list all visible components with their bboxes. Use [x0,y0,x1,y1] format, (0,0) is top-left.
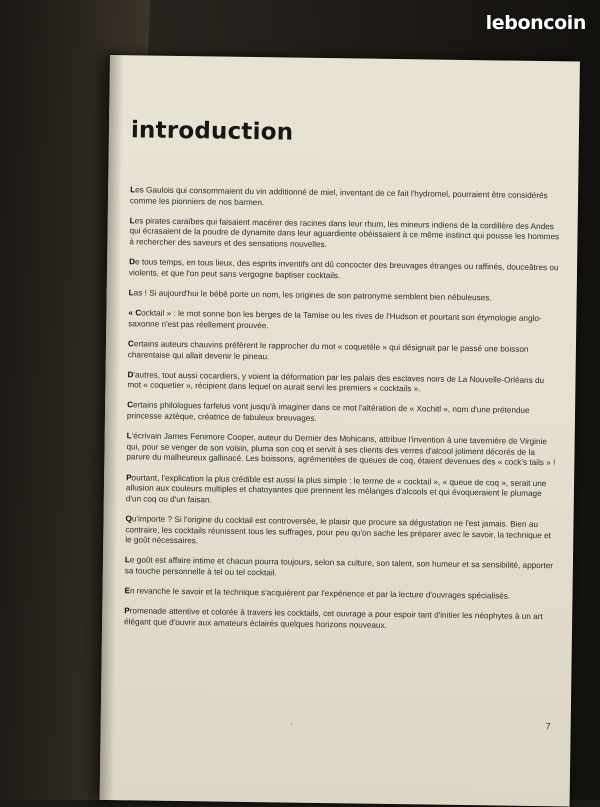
paragraph [126,473,558,511]
paragraph-text: ourtant, l'explication la plus crédible est aussi la plus simple : le terme de « cocktail », « queue de coq », serait une allusion aux couleurs multiples et chatoyantes que prennent les mélanges d'alcools et qui évoqueraient le plumage d'un coq ou d'un faisan. [125,472,547,505]
watermark-logo: leboncoin [485,12,586,34]
book-page [100,55,580,806]
paragraph-initial: « C [128,308,142,318]
paragraph-text: 'écrivain James Fenimore Cooper, auteur du Dernier des Mohicans, attribue l'invention à une tavernière de Virginie qui, pour se venger de son voisin, pluma son coq et servit à ses clients des verres d'alcool joliment décorés de la parure du malheureux gallinacé. Les boissons, agrémentées de queues de coq, étaient devenues des « cock's tails » ! [126,431,556,468]
paragraph-initial: L [129,216,135,226]
paragraph [124,586,556,603]
paragraph-text: es Gaulois qui consommaient du vin additionné de miel, inventant de ce fait l'hydromel, pourraient être considérés comme les pionniers de nos barmen. [129,185,548,207]
page-title: introduction [130,117,294,146]
paragraph-initial: L [124,555,131,565]
paragraph-text: romenade attentive et colorée à travers les cocktails, cet ouvrage a pour espoir tant d'initier les néophytes à un art élégant que d'ouvrir aux amateurs éclairés quelques horizons nouveaux. [124,606,543,630]
paragraph-text: n revanche le savoir et la technique s'acquièrent par l'expérience et par la lecture d'ouvrages spécialisés. [129,586,511,601]
paragraph-text: e goût est affaire intime et chacun pourra toujours, selon sa culture, son talent, son humeur et sa sensibilité, apporter sa touche personnelle à tel ou tel cocktail. [124,555,554,578]
paragraph-initial: C [127,400,134,410]
paragraph-text: ertains auteurs chauvins préfèrent le rapprocher du mot « coquetèle » qui désignait par le passé une boisson charentaise qui allait devenir le pineau. [127,339,529,361]
paragraph-initial: D [127,369,134,380]
paragraph [125,514,557,552]
paragraph-text: e tous temps, en tous lieux, des esprits inventifs ont dû concocter des breuvages étranges ou raffinés, douceâtres ou violents, et que l'on peut sans vergogne baptiser cocktails. [128,257,559,280]
paragraph [126,432,558,470]
paragraph-text: as ! Si aujourd'hui le bébé porte un nom, les origines de son patronyme semblent bien nébuleuses. [133,288,492,303]
paragraph [129,288,561,305]
paragraph [127,370,559,397]
body-text [124,185,562,643]
paragraph [128,339,560,366]
paragraph-text: ocktail » : le mot sonne bon les berges de la Tamise ou les rives de l'Hudson et pourtant son étymologie anglo-saxonne n'est pas réellement prouvée. [128,308,542,330]
paragraph-text: es pirates caraïbes qui faisaient macérer des racines dans leur rhum, les mineurs indiens de la cordillère des Andes qui écrasaient de la poudre de dynamite dans leur aguardiente obéissaient à ce même instinct qui pousse les hommes à rechercher des saveurs et des sensations nouvelles. [129,216,560,250]
paragraph-text: ertains philologues farfelus vont jusqu'à imaginer dans ce mot l'altération de « Xochitl », nom d'une prétendue princesse aztèque, créatrice de fabuleux breuvages. [126,400,530,423]
paragraph [125,556,557,583]
paragraph-initial: P [124,606,130,616]
paragraph-initial: P [126,472,132,482]
paragraph-initial: C [127,339,134,349]
paragraph [128,308,560,335]
paragraph [129,216,561,254]
paragraph-initial: L [128,288,134,298]
paragraph [127,401,559,428]
paragraph [130,185,562,212]
paragraph-initial: Q [125,514,132,524]
paragraph-initial: L [130,185,136,195]
page-number: 7 [545,721,551,732]
paragraph [124,607,556,634]
paragraph [129,257,561,284]
paragraph-initial: L [126,431,132,441]
paragraph-text: u'importe ? Si l'origine du cocktail est controversée, le plaisir que procure sa dégustation ne l'est jamais. Bien au contraire, les cocktails réunissent tous les suffrages, pour peu qu'on sache les préparer avec le savoir, la technique et le goût nécessaires. [125,514,551,546]
paragraph-initial: E [124,586,131,596]
paragraph-initial: D [129,257,136,267]
paragraph-text: 'autres, tout aussi cocardiers, y voient la déformation par les palais des esclaves noirs de La Nouvelle-Orléans du mot « coquetier », récipient dans lequel on aurait servi les premiers « cocktails ». [127,370,545,394]
stray-mark: ’ [290,722,293,730]
